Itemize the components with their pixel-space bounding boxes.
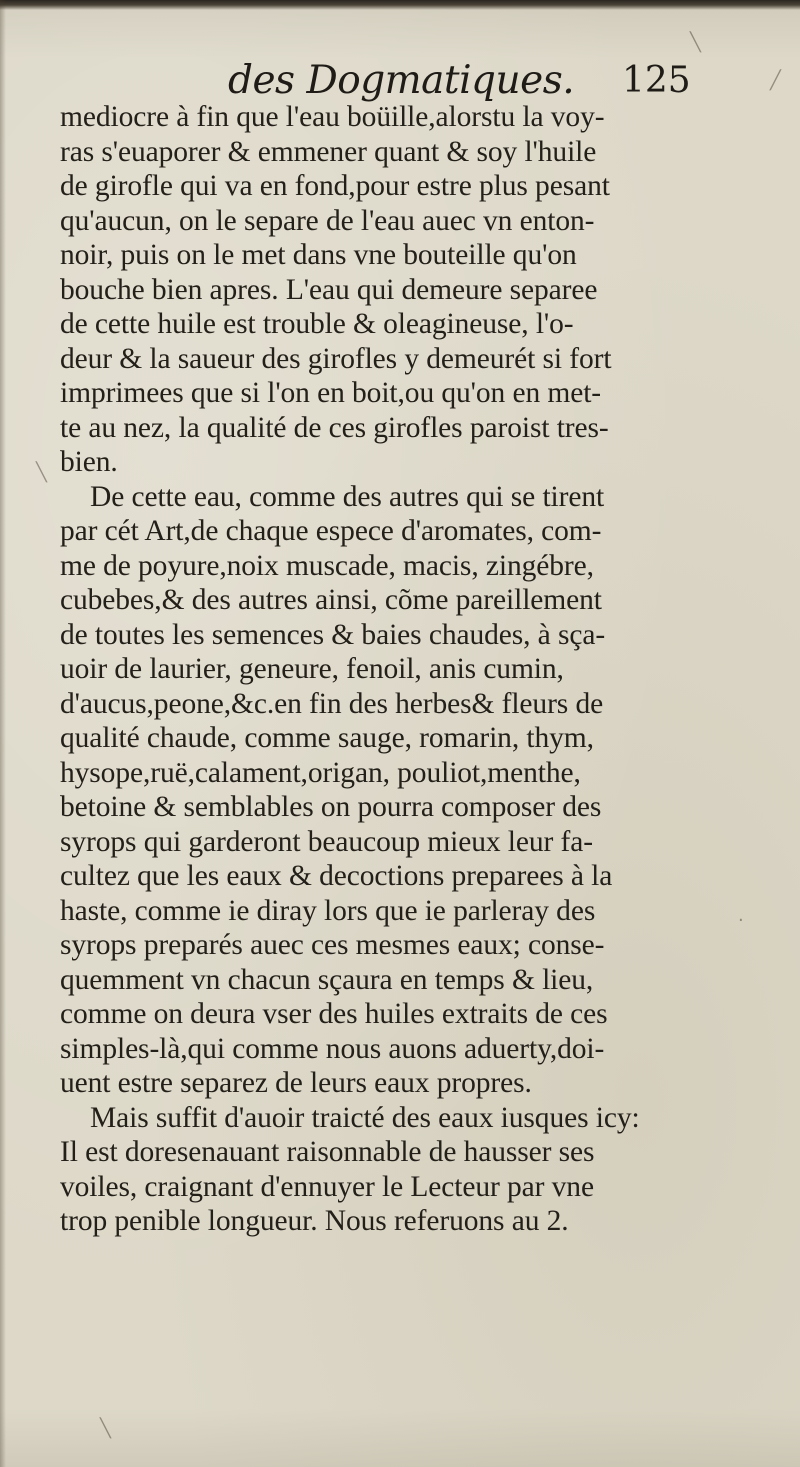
text-line: quemment vn chacun sçaura en temps & lieu,: [60, 963, 594, 996]
text-line: de girofle qui va en fond,pour estre plus pesant: [60, 170, 610, 202]
page-left-edge: [0, 0, 6, 1467]
text-line: uent estre separez de leurs eaux propres.: [60, 1067, 532, 1099]
text-line: syrops preparés auec ces mesmes eaux; conse-: [60, 929, 605, 961]
text-line: betoine & semblables on pourra composer des: [60, 791, 602, 823]
paper-speck: ╱: [770, 70, 781, 91]
body-text: [60, 100, 710, 1239]
text-line: hysope,ruë,calament,origan, pouliot,menthe,: [60, 756, 581, 789]
text-line: par cét Art,de chaque espece d'aromates, com-: [60, 515, 602, 547]
text-line: d'aucus,peone,&c.en fin des herbes& fleurs de: [60, 687, 604, 720]
text-line: voiles, craignant d'ennuyer le Lecteur par vne: [60, 1170, 594, 1203]
text-line: comme on deura vser des huiles extraits de ces: [60, 998, 608, 1030]
text-line: ras s'euaporer & emmener quant & soy l'huile: [60, 135, 597, 168]
text-line: qu'aucun, on le separe de l'eau auec vn enton-: [60, 204, 595, 237]
text-line: te au nez, la qualité de ces girofles paroist tres-: [60, 411, 609, 444]
text-line: bouche bien apres. L'eau qui demeure separee: [60, 273, 598, 306]
paper-speck: ╲: [690, 32, 701, 53]
running-head: des Dogmatiques.: [228, 58, 575, 103]
page-number: 125: [622, 60, 691, 101]
paper-speck: ╲: [36, 462, 47, 483]
text-line: haste, comme ie diray lors que ie parleray des: [60, 894, 596, 927]
text-line: cubebes,& des autres ainsi, cõme pareillement: [60, 584, 602, 616]
paragraph-start-line: De cette eau, comme des autres qui se tirent: [90, 480, 605, 513]
text-line: Il est doresenauant raisonnable de hausser ses: [60, 1136, 595, 1168]
text-line: simples-là,qui comme nous auons aduerty,doi-: [60, 1032, 605, 1065]
text-line: syrops qui garderont beaucoup mieux leur fa-: [60, 825, 593, 858]
page-top-edge: [0, 0, 800, 10]
text-line: trop penible longueur. Nous referuons au 2.: [60, 1205, 569, 1237]
paper-speck: ·: [738, 910, 744, 931]
text-line: me de poyure,noix muscade, macis, zingébre,: [60, 549, 594, 582]
paragraph-start-line: Mais suffit d'auoir traicté des eaux iusques icy:: [90, 1101, 640, 1134]
text-line: cultez que les eaux & decoctions preparees à la: [60, 860, 613, 892]
text-line: bien.: [60, 446, 118, 478]
text-line: mediocre à fin que l'eau boüille,alorstu la voy-: [60, 101, 605, 133]
text-line: qualité chaude, comme sauge, romarin, thym,: [60, 722, 594, 754]
text-line: noir, puis on le met dans vne bouteille qu'on: [60, 239, 577, 271]
text-line: imprimees que si l'on en boit,ou qu'on en met-: [60, 377, 602, 409]
text-line: uoir de laurier, geneure, fenoil, anis cumin,: [60, 653, 564, 685]
text-line: deur & la saueur des girofles y demeurét si fort: [60, 342, 612, 375]
paper-speck: ╲: [100, 1418, 111, 1439]
text-line: de cette huile est trouble & oleagineuse, l'o-: [60, 308, 574, 340]
text-line: de toutes les semences & baies chaudes, à sça-: [60, 618, 606, 651]
